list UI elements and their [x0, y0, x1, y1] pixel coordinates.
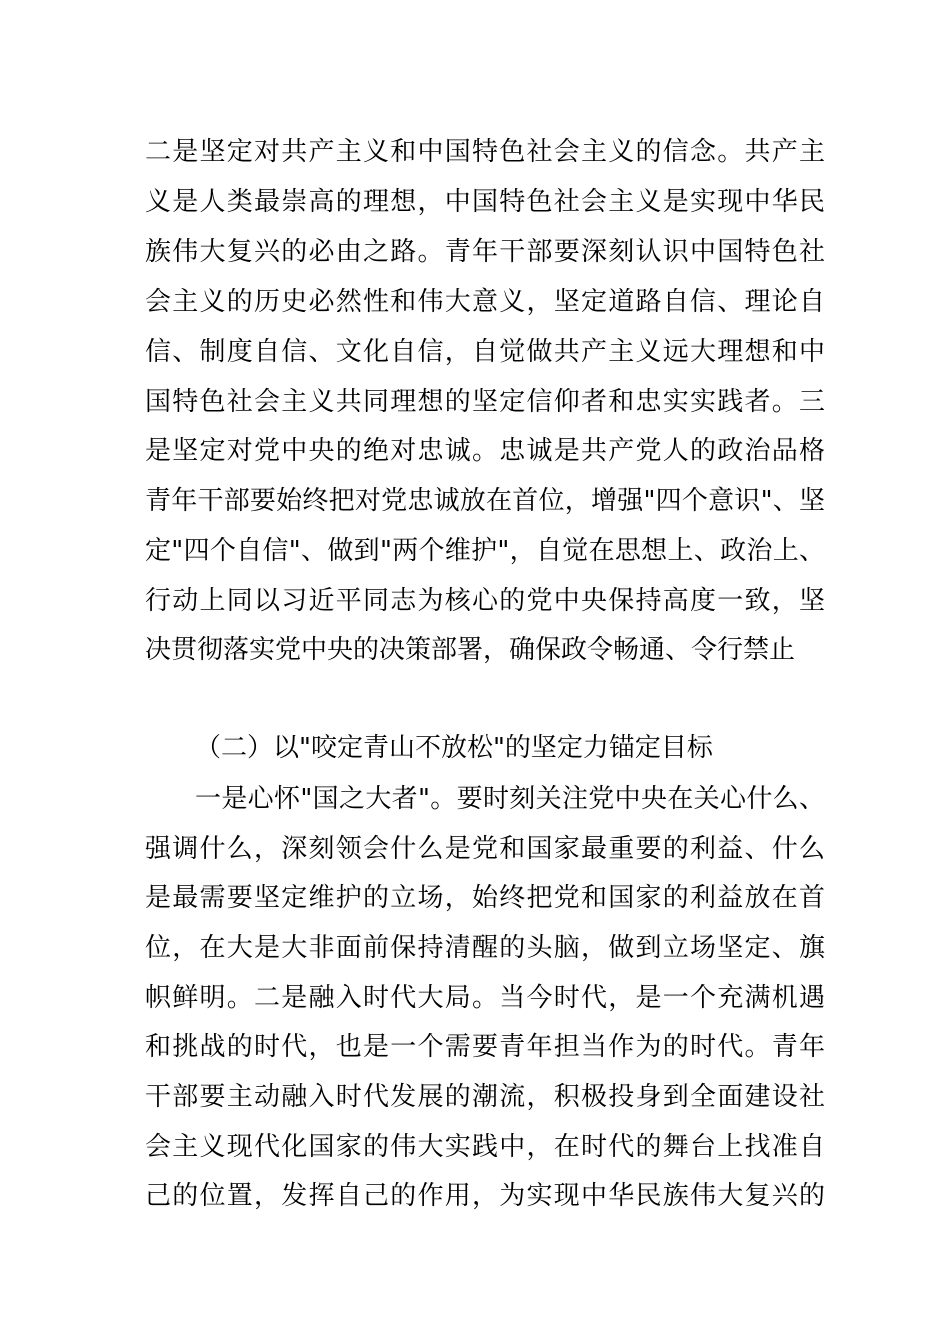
paragraph-line: 青年干部要始终把对党忠诚放在首位，增强"四个意识"、坚	[145, 486, 825, 516]
paragraph-line: 己的位置，发挥自己的作用，为实现中华民族伟大复兴的	[145, 1181, 825, 1211]
paragraph-line: 信、制度自信、文化自信，自觉做共产主义远大理想和中	[145, 337, 825, 367]
paragraph-line: 义是人类最崇高的理想，中国特色社会主义是实现中华民	[145, 187, 825, 217]
paragraph-line: 干部要主动融入时代发展的潮流，积极投身到全面建设社	[145, 1082, 825, 1112]
paragraph-line: 会主义的历史必然性和伟大意义，坚定道路自信、理论自	[145, 287, 825, 317]
paragraph-line: 帜鲜明。二是融入时代大局。当今时代，是一个充满机遇	[145, 983, 825, 1013]
paragraph-line: 是坚定对党中央的绝对忠诚。忠诚是共产党人的政治品格	[145, 436, 825, 466]
paragraph-line: 族伟大复兴的必由之路。青年干部要深刻认识中国特色社	[145, 237, 825, 267]
paragraph-line: 定"四个自信"、做到"两个维护"，自觉在思想上、政治上、	[145, 536, 825, 566]
paragraph-line: 二是坚定对共产主义和中国特色社会主义的信念。共产主	[145, 137, 825, 167]
paragraph-line: 位，在大是大非面前保持清醒的头脑，做到立场坚定、旗	[145, 933, 825, 963]
paragraph-line: 是最需要坚定维护的立场，始终把党和国家的利益放在首	[145, 883, 825, 913]
paragraph-line: 会主义现代化国家的伟大实践中，在时代的舞台上找准自	[145, 1132, 825, 1162]
paragraph-line: 和挑战的时代，也是一个需要青年担当作为的时代。青年	[145, 1032, 825, 1062]
paragraph-line: 一是心怀"国之大者"。要时刻关注党中央在关心什么、	[195, 784, 825, 814]
paragraph-line: 行动上同以习近平同志为核心的党中央保持高度一致，坚	[145, 586, 825, 616]
paragraph-line: 国特色社会主义共同理想的坚定信仰者和忠实实践者。三	[145, 387, 825, 417]
section-heading: （二）以"咬定青山不放松"的坚定力锚定目标	[195, 733, 713, 763]
paragraph-line: 强调什么，深刻领会什么是党和国家最重要的利益、什么	[145, 834, 825, 864]
paragraph-line: 决贯彻落实党中央的决策部署，确保政令畅通、令行禁止	[145, 635, 796, 665]
